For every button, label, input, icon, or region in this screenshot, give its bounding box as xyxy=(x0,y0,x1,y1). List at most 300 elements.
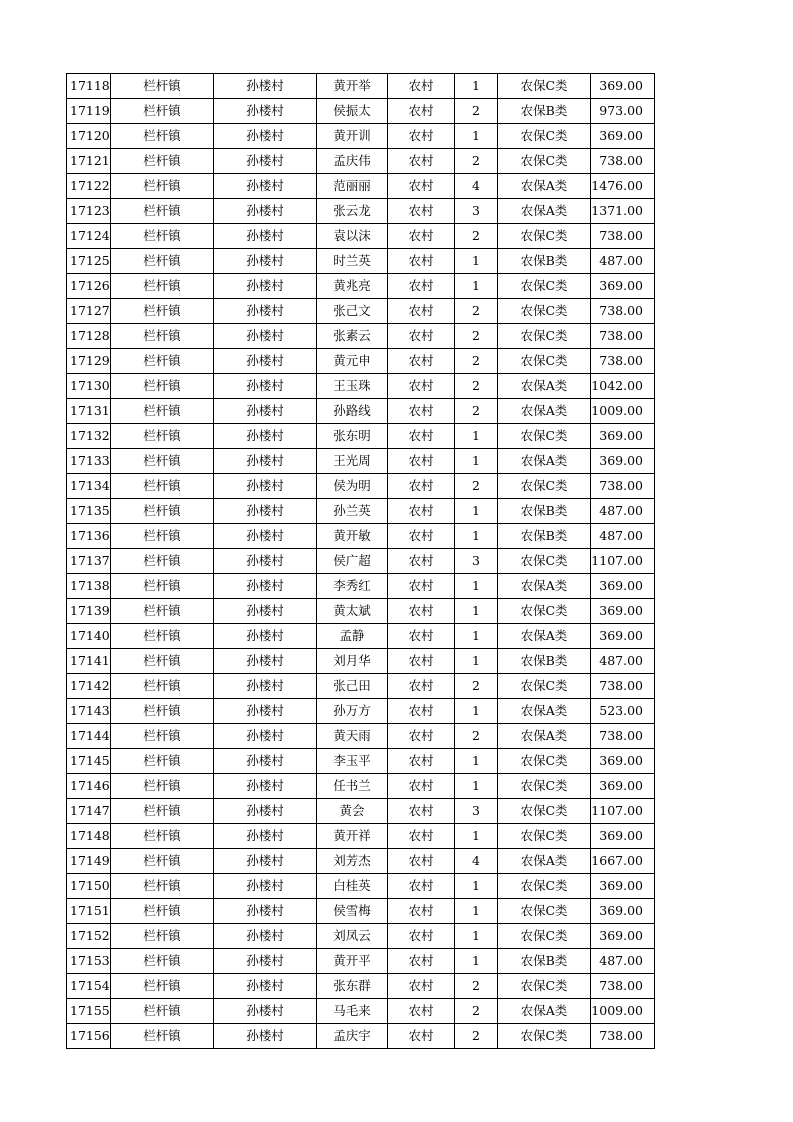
category-cell: 农保C类 xyxy=(498,549,591,574)
town-cell: 栏杆镇 xyxy=(111,824,214,849)
amount-cell: 738.00 xyxy=(591,149,655,174)
category-cell: 农保B类 xyxy=(498,249,591,274)
amount-cell: 369.00 xyxy=(591,74,655,99)
amount-cell: 738.00 xyxy=(591,299,655,324)
village-cell: 孙楼村 xyxy=(214,274,317,299)
row-id-cell: 17152 xyxy=(67,924,111,949)
town-cell: 栏杆镇 xyxy=(111,974,214,999)
amount-cell: 738.00 xyxy=(591,349,655,374)
category-cell: 农保A类 xyxy=(498,724,591,749)
amount-cell: 1476.00 xyxy=(591,174,655,199)
town-cell: 栏杆镇 xyxy=(111,224,214,249)
count-cell: 1 xyxy=(455,624,498,649)
table-row xyxy=(67,849,655,874)
area-type-cell: 农村 xyxy=(388,649,455,674)
amount-cell: 738.00 xyxy=(591,724,655,749)
count-cell: 1 xyxy=(455,524,498,549)
area-type-cell: 农村 xyxy=(388,874,455,899)
amount-cell: 369.00 xyxy=(591,599,655,624)
count-cell: 1 xyxy=(455,949,498,974)
row-id-cell: 17127 xyxy=(67,299,111,324)
village-cell: 孙楼村 xyxy=(214,424,317,449)
town-cell: 栏杆镇 xyxy=(111,449,214,474)
name-cell: 黄太斌 xyxy=(317,599,388,624)
town-cell: 栏杆镇 xyxy=(111,1024,214,1049)
area-type-cell: 农村 xyxy=(388,74,455,99)
name-cell: 黄开训 xyxy=(317,124,388,149)
amount-cell: 738.00 xyxy=(591,324,655,349)
village-cell: 孙楼村 xyxy=(214,574,317,599)
count-cell: 2 xyxy=(455,674,498,699)
data-table xyxy=(66,73,655,1049)
row-id-cell: 17150 xyxy=(67,874,111,899)
town-cell: 栏杆镇 xyxy=(111,949,214,974)
table-row xyxy=(67,249,655,274)
village-cell: 孙楼村 xyxy=(214,824,317,849)
category-cell: 农保C类 xyxy=(498,474,591,499)
category-cell: 农保C类 xyxy=(498,749,591,774)
name-cell: 黄兆亮 xyxy=(317,274,388,299)
village-cell: 孙楼村 xyxy=(214,74,317,99)
category-cell: 农保C类 xyxy=(498,299,591,324)
row-id-cell: 17126 xyxy=(67,274,111,299)
count-cell: 4 xyxy=(455,174,498,199)
town-cell: 栏杆镇 xyxy=(111,424,214,449)
town-cell: 栏杆镇 xyxy=(111,99,214,124)
village-cell: 孙楼村 xyxy=(214,1024,317,1049)
area-type-cell: 农村 xyxy=(388,674,455,699)
category-cell: 农保C类 xyxy=(498,149,591,174)
count-cell: 1 xyxy=(455,649,498,674)
village-cell: 孙楼村 xyxy=(214,449,317,474)
village-cell: 孙楼村 xyxy=(214,374,317,399)
table-row xyxy=(67,1024,655,1049)
count-cell: 1 xyxy=(455,824,498,849)
amount-cell: 1009.00 xyxy=(591,399,655,424)
row-id-cell: 17142 xyxy=(67,674,111,699)
table-row xyxy=(67,774,655,799)
table-row xyxy=(67,349,655,374)
area-type-cell: 农村 xyxy=(388,624,455,649)
town-cell: 栏杆镇 xyxy=(111,149,214,174)
village-cell: 孙楼村 xyxy=(214,99,317,124)
amount-cell: 738.00 xyxy=(591,1024,655,1049)
table-row xyxy=(67,674,655,699)
row-id-cell: 17147 xyxy=(67,799,111,824)
row-id-cell: 17125 xyxy=(67,249,111,274)
category-cell: 农保C类 xyxy=(498,974,591,999)
name-cell: 刘月华 xyxy=(317,649,388,674)
table-row xyxy=(67,324,655,349)
table-row xyxy=(67,624,655,649)
category-cell: 农保C类 xyxy=(498,224,591,249)
name-cell: 孟庆宇 xyxy=(317,1024,388,1049)
row-id-cell: 17120 xyxy=(67,124,111,149)
town-cell: 栏杆镇 xyxy=(111,574,214,599)
town-cell: 栏杆镇 xyxy=(111,849,214,874)
area-type-cell: 农村 xyxy=(388,599,455,624)
row-id-cell: 17132 xyxy=(67,424,111,449)
town-cell: 栏杆镇 xyxy=(111,199,214,224)
category-cell: 农保C类 xyxy=(498,424,591,449)
area-type-cell: 农村 xyxy=(388,274,455,299)
town-cell: 栏杆镇 xyxy=(111,299,214,324)
village-cell: 孙楼村 xyxy=(214,549,317,574)
village-cell: 孙楼村 xyxy=(214,874,317,899)
amount-cell: 487.00 xyxy=(591,249,655,274)
row-id-cell: 17156 xyxy=(67,1024,111,1049)
village-cell: 孙楼村 xyxy=(214,674,317,699)
name-cell: 袁以沫 xyxy=(317,224,388,249)
category-cell: 农保C类 xyxy=(498,349,591,374)
village-cell: 孙楼村 xyxy=(214,799,317,824)
town-cell: 栏杆镇 xyxy=(111,349,214,374)
town-cell: 栏杆镇 xyxy=(111,249,214,274)
category-cell: 农保A类 xyxy=(498,699,591,724)
amount-cell: 369.00 xyxy=(591,774,655,799)
name-cell: 孙万方 xyxy=(317,699,388,724)
category-cell: 农保C类 xyxy=(498,599,591,624)
town-cell: 栏杆镇 xyxy=(111,874,214,899)
count-cell: 2 xyxy=(455,474,498,499)
village-cell: 孙楼村 xyxy=(214,749,317,774)
name-cell: 时兰英 xyxy=(317,249,388,274)
count-cell: 2 xyxy=(455,99,498,124)
town-cell: 栏杆镇 xyxy=(111,649,214,674)
area-type-cell: 农村 xyxy=(388,1024,455,1049)
area-type-cell: 农村 xyxy=(388,749,455,774)
village-cell: 孙楼村 xyxy=(214,124,317,149)
row-id-cell: 17123 xyxy=(67,199,111,224)
area-type-cell: 农村 xyxy=(388,449,455,474)
table-row xyxy=(67,999,655,1024)
amount-cell: 369.00 xyxy=(591,899,655,924)
category-cell: 农保A类 xyxy=(498,624,591,649)
count-cell: 2 xyxy=(455,299,498,324)
town-cell: 栏杆镇 xyxy=(111,749,214,774)
name-cell: 王玉珠 xyxy=(317,374,388,399)
category-cell: 农保A类 xyxy=(498,174,591,199)
village-cell: 孙楼村 xyxy=(214,849,317,874)
town-cell: 栏杆镇 xyxy=(111,724,214,749)
amount-cell: 369.00 xyxy=(591,574,655,599)
name-cell: 张东群 xyxy=(317,974,388,999)
row-id-cell: 17118 xyxy=(67,74,111,99)
category-cell: 农保B类 xyxy=(498,524,591,549)
table-row xyxy=(67,749,655,774)
area-type-cell: 农村 xyxy=(388,549,455,574)
count-cell: 2 xyxy=(455,724,498,749)
table-row xyxy=(67,949,655,974)
row-id-cell: 17153 xyxy=(67,949,111,974)
count-cell: 2 xyxy=(455,149,498,174)
area-type-cell: 农村 xyxy=(388,349,455,374)
village-cell: 孙楼村 xyxy=(214,924,317,949)
village-cell: 孙楼村 xyxy=(214,899,317,924)
town-cell: 栏杆镇 xyxy=(111,699,214,724)
area-type-cell: 农村 xyxy=(388,299,455,324)
table-row xyxy=(67,549,655,574)
row-id-cell: 17137 xyxy=(67,549,111,574)
count-cell: 1 xyxy=(455,74,498,99)
category-cell: 农保B类 xyxy=(498,949,591,974)
table-row xyxy=(67,274,655,299)
village-cell: 孙楼村 xyxy=(214,399,317,424)
amount-cell: 369.00 xyxy=(591,749,655,774)
name-cell: 马毛来 xyxy=(317,999,388,1024)
count-cell: 1 xyxy=(455,874,498,899)
area-type-cell: 农村 xyxy=(388,924,455,949)
area-type-cell: 农村 xyxy=(388,474,455,499)
category-cell: 农保C类 xyxy=(498,899,591,924)
count-cell: 2 xyxy=(455,374,498,399)
table-row xyxy=(67,74,655,99)
town-cell: 栏杆镇 xyxy=(111,774,214,799)
table-row xyxy=(67,124,655,149)
village-cell: 孙楼村 xyxy=(214,249,317,274)
category-cell: 农保B类 xyxy=(498,99,591,124)
name-cell: 李玉平 xyxy=(317,749,388,774)
village-cell: 孙楼村 xyxy=(214,524,317,549)
name-cell: 黄天雨 xyxy=(317,724,388,749)
table-row xyxy=(67,149,655,174)
amount-cell: 1042.00 xyxy=(591,374,655,399)
count-cell: 2 xyxy=(455,224,498,249)
table-row xyxy=(67,174,655,199)
amount-cell: 1667.00 xyxy=(591,849,655,874)
name-cell: 任书兰 xyxy=(317,774,388,799)
category-cell: 农保A类 xyxy=(498,199,591,224)
row-id-cell: 17149 xyxy=(67,849,111,874)
amount-cell: 738.00 xyxy=(591,974,655,999)
area-type-cell: 农村 xyxy=(388,524,455,549)
count-cell: 1 xyxy=(455,774,498,799)
area-type-cell: 农村 xyxy=(388,499,455,524)
count-cell: 2 xyxy=(455,974,498,999)
table-row xyxy=(67,574,655,599)
count-cell: 1 xyxy=(455,899,498,924)
town-cell: 栏杆镇 xyxy=(111,799,214,824)
category-cell: 农保C类 xyxy=(498,874,591,899)
town-cell: 栏杆镇 xyxy=(111,74,214,99)
name-cell: 黄开平 xyxy=(317,949,388,974)
amount-cell: 1009.00 xyxy=(591,999,655,1024)
table-row xyxy=(67,299,655,324)
amount-cell: 369.00 xyxy=(591,449,655,474)
area-type-cell: 农村 xyxy=(388,999,455,1024)
village-cell: 孙楼村 xyxy=(214,624,317,649)
name-cell: 侯广超 xyxy=(317,549,388,574)
name-cell: 黄开敏 xyxy=(317,524,388,549)
amount-cell: 369.00 xyxy=(591,924,655,949)
table-row xyxy=(67,599,655,624)
area-type-cell: 农村 xyxy=(388,699,455,724)
table-row xyxy=(67,399,655,424)
village-cell: 孙楼村 xyxy=(214,324,317,349)
row-id-cell: 17121 xyxy=(67,149,111,174)
area-type-cell: 农村 xyxy=(388,399,455,424)
town-cell: 栏杆镇 xyxy=(111,124,214,149)
town-cell: 栏杆镇 xyxy=(111,624,214,649)
area-type-cell: 农村 xyxy=(388,949,455,974)
category-cell: 农保A类 xyxy=(498,374,591,399)
village-cell: 孙楼村 xyxy=(214,774,317,799)
table-row xyxy=(67,899,655,924)
count-cell: 3 xyxy=(455,549,498,574)
row-id-cell: 17129 xyxy=(67,349,111,374)
table-row xyxy=(67,649,655,674)
amount-cell: 369.00 xyxy=(591,824,655,849)
name-cell: 孙兰英 xyxy=(317,499,388,524)
table-row xyxy=(67,199,655,224)
town-cell: 栏杆镇 xyxy=(111,474,214,499)
count-cell: 1 xyxy=(455,749,498,774)
category-cell: 农保C类 xyxy=(498,274,591,299)
row-id-cell: 17151 xyxy=(67,899,111,924)
table-row xyxy=(67,524,655,549)
row-id-cell: 17128 xyxy=(67,324,111,349)
village-cell: 孙楼村 xyxy=(214,699,317,724)
area-type-cell: 农村 xyxy=(388,199,455,224)
name-cell: 张素云 xyxy=(317,324,388,349)
village-cell: 孙楼村 xyxy=(214,949,317,974)
name-cell: 张云龙 xyxy=(317,199,388,224)
name-cell: 范丽丽 xyxy=(317,174,388,199)
area-type-cell: 农村 xyxy=(388,174,455,199)
category-cell: 农保B类 xyxy=(498,649,591,674)
row-id-cell: 17133 xyxy=(67,449,111,474)
town-cell: 栏杆镇 xyxy=(111,399,214,424)
row-id-cell: 17119 xyxy=(67,99,111,124)
town-cell: 栏杆镇 xyxy=(111,899,214,924)
name-cell: 侯为明 xyxy=(317,474,388,499)
table-row xyxy=(67,449,655,474)
row-id-cell: 17124 xyxy=(67,224,111,249)
row-id-cell: 17136 xyxy=(67,524,111,549)
village-cell: 孙楼村 xyxy=(214,199,317,224)
area-type-cell: 农村 xyxy=(388,899,455,924)
category-cell: 农保A类 xyxy=(498,574,591,599)
category-cell: 农保C类 xyxy=(498,1024,591,1049)
row-id-cell: 17155 xyxy=(67,999,111,1024)
table-row xyxy=(67,224,655,249)
row-id-cell: 17143 xyxy=(67,699,111,724)
village-cell: 孙楼村 xyxy=(214,474,317,499)
count-cell: 2 xyxy=(455,399,498,424)
village-cell: 孙楼村 xyxy=(214,724,317,749)
area-type-cell: 农村 xyxy=(388,774,455,799)
row-id-cell: 17141 xyxy=(67,649,111,674)
category-cell: 农保A类 xyxy=(498,849,591,874)
table-row xyxy=(67,699,655,724)
amount-cell: 487.00 xyxy=(591,524,655,549)
name-cell: 张己田 xyxy=(317,674,388,699)
amount-cell: 1371.00 xyxy=(591,199,655,224)
name-cell: 刘芳杰 xyxy=(317,849,388,874)
town-cell: 栏杆镇 xyxy=(111,549,214,574)
category-cell: 农保C类 xyxy=(498,774,591,799)
village-cell: 孙楼村 xyxy=(214,174,317,199)
town-cell: 栏杆镇 xyxy=(111,674,214,699)
amount-cell: 1107.00 xyxy=(591,549,655,574)
category-cell: 农保C类 xyxy=(498,324,591,349)
count-cell: 3 xyxy=(455,199,498,224)
table-row xyxy=(67,424,655,449)
village-cell: 孙楼村 xyxy=(214,649,317,674)
row-id-cell: 17139 xyxy=(67,599,111,624)
amount-cell: 738.00 xyxy=(591,474,655,499)
amount-cell: 369.00 xyxy=(591,274,655,299)
row-id-cell: 17154 xyxy=(67,974,111,999)
amount-cell: 487.00 xyxy=(591,949,655,974)
count-cell: 2 xyxy=(455,1024,498,1049)
row-id-cell: 17134 xyxy=(67,474,111,499)
town-cell: 栏杆镇 xyxy=(111,524,214,549)
name-cell: 孟静 xyxy=(317,624,388,649)
row-id-cell: 17135 xyxy=(67,499,111,524)
row-id-cell: 17140 xyxy=(67,624,111,649)
category-cell: 农保C类 xyxy=(498,74,591,99)
category-cell: 农保A类 xyxy=(498,999,591,1024)
count-cell: 4 xyxy=(455,849,498,874)
area-type-cell: 农村 xyxy=(388,424,455,449)
name-cell: 王光周 xyxy=(317,449,388,474)
count-cell: 1 xyxy=(455,574,498,599)
amount-cell: 369.00 xyxy=(591,124,655,149)
category-cell: 农保A类 xyxy=(498,399,591,424)
category-cell: 农保C类 xyxy=(498,799,591,824)
category-cell: 农保C类 xyxy=(498,674,591,699)
table-row xyxy=(67,924,655,949)
area-type-cell: 农村 xyxy=(388,824,455,849)
name-cell: 张东明 xyxy=(317,424,388,449)
count-cell: 2 xyxy=(455,349,498,374)
amount-cell: 369.00 xyxy=(591,874,655,899)
category-cell: 农保B类 xyxy=(498,499,591,524)
name-cell: 孟庆伟 xyxy=(317,149,388,174)
row-id-cell: 17131 xyxy=(67,399,111,424)
area-type-cell: 农村 xyxy=(388,974,455,999)
amount-cell: 369.00 xyxy=(591,424,655,449)
name-cell: 黄开举 xyxy=(317,74,388,99)
row-id-cell: 17130 xyxy=(67,374,111,399)
table-row xyxy=(67,499,655,524)
count-cell: 1 xyxy=(455,924,498,949)
count-cell: 2 xyxy=(455,999,498,1024)
amount-cell: 738.00 xyxy=(591,674,655,699)
village-cell: 孙楼村 xyxy=(214,999,317,1024)
area-type-cell: 农村 xyxy=(388,124,455,149)
town-cell: 栏杆镇 xyxy=(111,999,214,1024)
count-cell: 1 xyxy=(455,274,498,299)
area-type-cell: 农村 xyxy=(388,99,455,124)
table-row xyxy=(67,799,655,824)
name-cell: 孙路线 xyxy=(317,399,388,424)
amount-cell: 487.00 xyxy=(591,649,655,674)
town-cell: 栏杆镇 xyxy=(111,599,214,624)
row-id-cell: 17144 xyxy=(67,724,111,749)
name-cell: 黄会 xyxy=(317,799,388,824)
area-type-cell: 农村 xyxy=(388,574,455,599)
name-cell: 李秀红 xyxy=(317,574,388,599)
name-cell: 白桂英 xyxy=(317,874,388,899)
count-cell: 1 xyxy=(455,249,498,274)
row-id-cell: 17138 xyxy=(67,574,111,599)
amount-cell: 523.00 xyxy=(591,699,655,724)
count-cell: 1 xyxy=(455,449,498,474)
category-cell: 农保A类 xyxy=(498,449,591,474)
village-cell: 孙楼村 xyxy=(214,224,317,249)
